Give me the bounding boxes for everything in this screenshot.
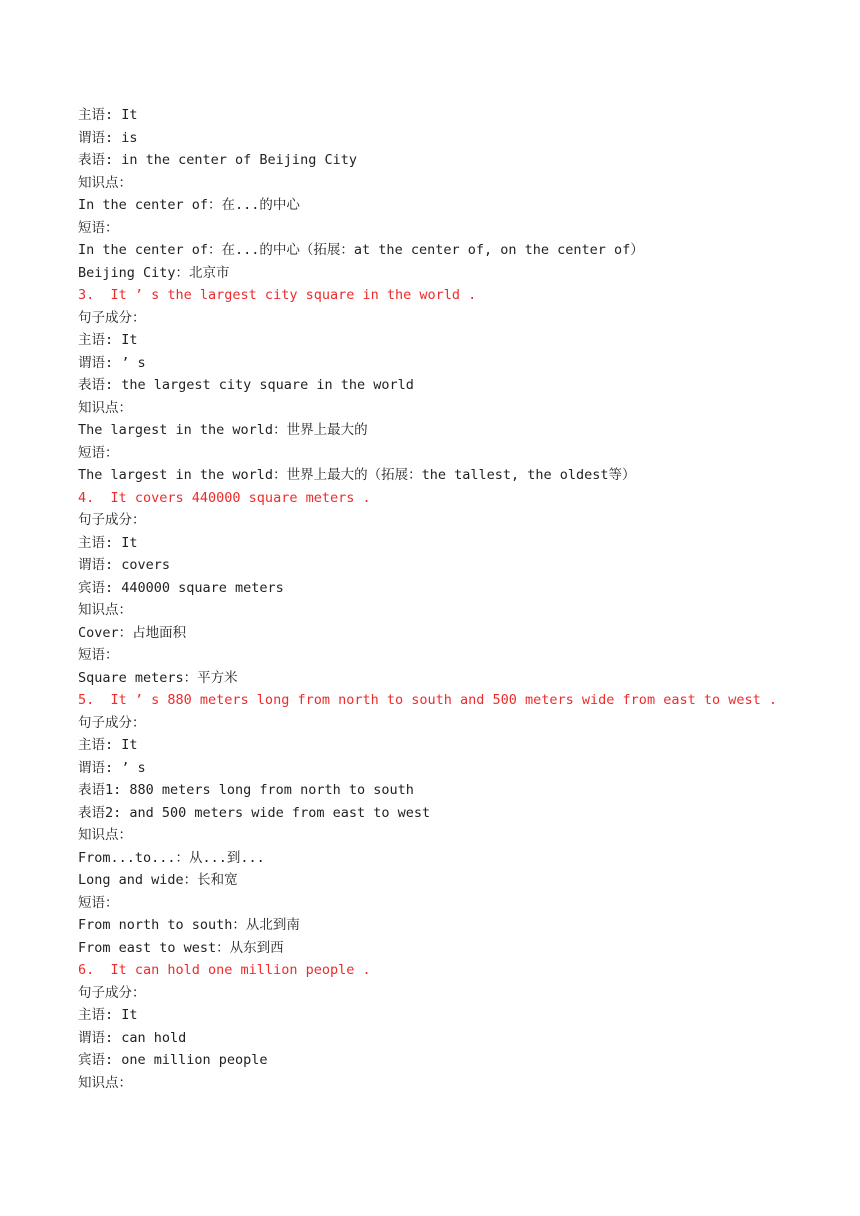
- sentence-heading: 4. It covers 440000 square meters .: [78, 489, 371, 506]
- text-line: 表语: in the center of Beijing City: [78, 152, 357, 168]
- text-line: From...to...：从...到...: [78, 849, 265, 866]
- text-line: 句子成分：: [78, 512, 146, 528]
- text-line: 知识点：: [78, 1074, 132, 1091]
- text-line: 知识点：: [78, 602, 132, 618]
- text-line: In the center of：在...的中心（拓展：at the center of, on the center of）: [78, 242, 644, 258]
- sentence-heading: 6. It can hold one million people .: [78, 962, 371, 978]
- sentence-heading: 5. It ’ s 880 meters long from north to south and 500 meters wide from east to west .: [78, 692, 777, 708]
- text-line: 表语: the largest city square in the world: [78, 377, 414, 393]
- text-line: Long and wide：长和宽: [78, 872, 238, 888]
- text-line: 句子成分：: [78, 984, 146, 1001]
- document-page: [78, 104, 838, 1094]
- text-line: 知识点：: [78, 399, 132, 416]
- sentence-heading: 3. It ’ s the largest city square in the world .: [78, 287, 477, 303]
- text-line: Cover：占地面积: [78, 624, 187, 641]
- text-line: In the center of：在...的中心: [78, 197, 300, 213]
- text-line: 短语：: [78, 444, 119, 461]
- text-line: 知识点：: [78, 827, 132, 843]
- text-line: 句子成分：: [78, 714, 146, 731]
- text-line: Square meters：平方米: [78, 669, 238, 686]
- text-line: 短语：: [78, 894, 119, 911]
- text-line: 主语: It: [78, 1007, 138, 1023]
- text-line: 表语2: and 500 meters wide from east to west: [78, 804, 431, 821]
- text-line: 宾语: 440000 square meters: [78, 579, 284, 596]
- text-line: 句子成分：: [78, 309, 146, 326]
- document-body: [78, 104, 838, 1094]
- text-line: The largest in the world：世界上最大的: [78, 422, 368, 438]
- text-line: From north to south：从北到南: [78, 917, 300, 933]
- text-line: 主语: It: [78, 534, 138, 551]
- text-line: 谓语: can hold: [78, 1029, 187, 1046]
- text-line: 知识点：: [78, 174, 132, 191]
- text-line: 宾语: one million people: [78, 1052, 268, 1068]
- text-line: 主语: It: [78, 107, 138, 123]
- text-line: From east to west：从东到西: [78, 939, 284, 956]
- text-line: The largest in the world：世界上最大的（拓展：the tallest, the oldest等）: [78, 467, 636, 483]
- text-line: 谓语: covers: [78, 557, 171, 573]
- text-line: Beijing City：北京市: [78, 264, 230, 281]
- text-line: 短语：: [78, 219, 119, 236]
- text-line: 短语：: [78, 647, 119, 663]
- text-line: 表语1: 880 meters long from north to south: [78, 782, 414, 798]
- text-line: 主语: It: [78, 737, 138, 753]
- text-line: 主语: It: [78, 332, 138, 348]
- text-line: 谓语: ’ s: [78, 759, 146, 776]
- text-line: 谓语: ’ s: [78, 354, 146, 371]
- text-line: 谓语: is: [78, 129, 138, 146]
